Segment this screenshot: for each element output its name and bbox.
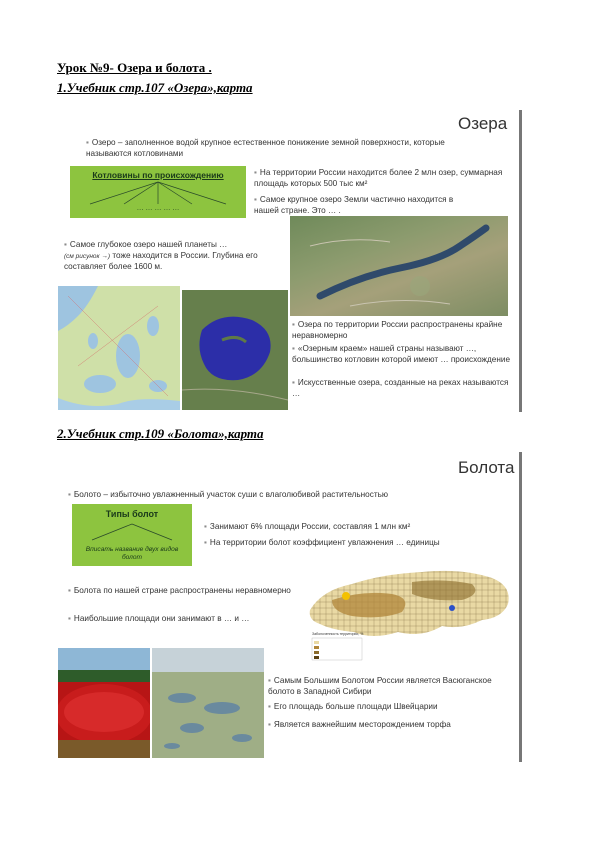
swamp-distribution-text: ▪ Болота по нашей стране распространены неравномерно bbox=[68, 586, 291, 595]
bullet-icon: ▪ bbox=[268, 720, 271, 729]
swamp-types-note: Вписать название двух видов болот bbox=[85, 546, 179, 561]
bullet-icon: ▪ bbox=[292, 320, 295, 329]
slide-lakes-border bbox=[519, 110, 522, 412]
reservoirs-text: ▪ Искусственные озера, созданные на реках называются … bbox=[292, 378, 509, 398]
bullet-icon: ▪ bbox=[268, 676, 271, 685]
bullet-icon: ▪ bbox=[292, 344, 295, 353]
bog-aerial-photo bbox=[152, 648, 264, 758]
lake-distribution-text: ▪ Озера по территории России распространены крайне неравномерно bbox=[292, 320, 503, 340]
basin-branches-diagram bbox=[70, 180, 246, 220]
peat-text: ▪ Является важнейшим месторождением торфа bbox=[268, 720, 451, 729]
bullet-icon: ▪ bbox=[254, 168, 257, 177]
bullet-icon: ▪ bbox=[68, 586, 71, 595]
bullet-icon: ▪ bbox=[254, 195, 257, 204]
slide-swamps-border bbox=[519, 452, 522, 762]
swamp-areas-text: ▪ Наибольшие площади они занимают в … и … bbox=[68, 614, 250, 623]
lake-definition: ▪ Озеро – заполненное водой крупное естественное понижение земной поверхности, которые называются котловинами bbox=[86, 138, 445, 158]
section-1-heading: 1.Учебник стр.107 «Озера»,карта bbox=[57, 80, 253, 95]
swamp-types-box bbox=[72, 504, 192, 566]
slide-lakes bbox=[56, 110, 522, 412]
swamp-definition: ▪ Болото – избыточно увлажненный участок суши с влаголюбивой растительностью bbox=[68, 490, 388, 499]
slide-swamps-title: Болота bbox=[458, 458, 515, 477]
deepest-lake-text: ▪ Самое глубокое озеро нашей планеты … (см рисунок →) тоже находится в России. Глубина его составляет более 1600 м. bbox=[64, 240, 258, 272]
basin-origin-box bbox=[70, 166, 246, 218]
vasyugan-text: ▪ Самым Большим Болотом России является Васюганское болото в Западной Сибири bbox=[268, 676, 492, 696]
basin-types-blanks: … … … … … bbox=[136, 205, 180, 212]
section-2-heading: 2.Учебник стр.109 «Болота»,карта bbox=[57, 426, 264, 441]
swamp-fact-1: ▪ Занимают 6% площади России, составляя 1 млн км² bbox=[204, 522, 411, 531]
cranberry-bog-photo bbox=[58, 648, 150, 758]
slide-swamps bbox=[56, 452, 522, 762]
bullet-icon: ▪ bbox=[68, 490, 71, 499]
bullet-icon: ▪ bbox=[86, 138, 89, 147]
karelia-lakes-map bbox=[58, 286, 180, 410]
russia-wetlands-map bbox=[302, 560, 516, 664]
bullet-icon: ▪ bbox=[268, 702, 271, 711]
basin-origin-label: Котловины по происхождению bbox=[92, 170, 224, 180]
lake-satellite-image bbox=[182, 290, 288, 410]
lake-land-text: ▪ «Озерным краем» нашей страны называют …, большинство котловин которой имеют … происхождение bbox=[292, 344, 511, 364]
lake-fact-2: ▪ Самое крупное озеро Земли частично находится в нашей стране. Это … . bbox=[254, 195, 454, 215]
bullet-icon: ▪ bbox=[64, 240, 67, 249]
page-title: Урок №9- Озера и болота . bbox=[57, 60, 212, 75]
swamp-fact-2: ▪ На территории болот коэффициент увлажнения … единицы bbox=[204, 538, 440, 547]
wetlands-legend-title: Заболоченность территории, % bbox=[312, 632, 364, 636]
bullet-icon: ▪ bbox=[204, 538, 207, 547]
baikal-satellite-image bbox=[290, 216, 508, 316]
bullet-icon: ▪ bbox=[68, 614, 71, 623]
swamp-types-label: Типы болот bbox=[105, 509, 159, 519]
vasyugan-area-text: ▪ Его площадь больше площади Швейцарии bbox=[268, 702, 438, 711]
swamp-branches-diagram bbox=[72, 522, 192, 542]
lake-fact-1: ▪ На территории России находится более 2 млн озер, суммарная площадь которых 500 тыс км² bbox=[254, 168, 503, 188]
bullet-icon: ▪ bbox=[292, 378, 295, 387]
slide-lakes-title: Озера bbox=[458, 114, 508, 133]
bullet-icon: ▪ bbox=[204, 522, 207, 531]
